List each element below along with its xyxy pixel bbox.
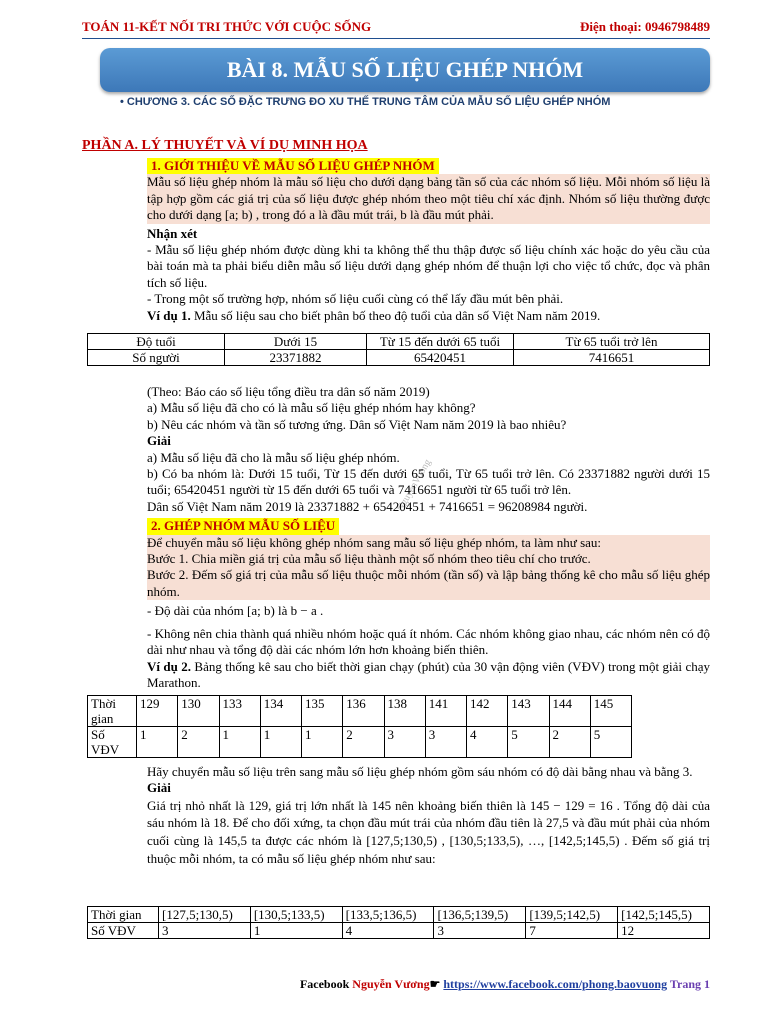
- table-cell: 3: [425, 727, 466, 758]
- table-cell: 138: [384, 696, 425, 727]
- table-header-cell: Độ tuổi: [88, 334, 225, 350]
- table-cell: 3: [384, 727, 425, 758]
- example-1-solution: [147, 384, 710, 691]
- table-cell: 1: [302, 727, 343, 758]
- answer-a: a) Mẫu số liệu đã cho là mẫu số liệu ghép nhóm.: [147, 449, 400, 465]
- example-1-label: Ví dụ 1.: [147, 307, 191, 323]
- table-cell: 7: [526, 923, 618, 939]
- example-2-text: Bảng thống kê sau cho biết thời gian chạy (phút) của 30 vận động viên (VĐV) trong một giải chạy Marathon.: [147, 658, 710, 690]
- table-cell: 1: [250, 923, 342, 939]
- table-row-label: Số VĐV: [88, 923, 159, 939]
- answer-b: b) Có ba nhóm là: Dưới 15 tuổi, Từ 15 đến dưới 65 tuổi, Từ 65 tuổi trở lên. Có 23371882 người dưới 15 tuổi; 65420451 người từ 15 đến dưới 65 tuổi và 7416651 người từ 65 tuổi trở lên.: [147, 466, 710, 498]
- table-row: [88, 923, 710, 939]
- header-course-title: TOÁN 11-KẾT NỐI TRI THỨC VỚI CUỘC SỐNG: [82, 19, 372, 34]
- table-row-label: Thời gian: [88, 907, 159, 923]
- table-cell: 4: [467, 727, 508, 758]
- table-header-cell: Dưới 15: [225, 334, 367, 350]
- pointing-hand-icon: ☛: [429, 977, 444, 991]
- source-note: (Theo: Báo cáo số liệu tổng điều tra dân số năm 2019): [147, 384, 430, 399]
- section-2-heading: 2. GHÉP NHÓM MẪU SỐ LIỆU: [147, 518, 339, 534]
- lesson-title: BÀI 8. MẪU SỐ LIỆU GHÉP NHÓM: [226, 57, 584, 82]
- table-header-cell: Từ 65 tuổi trở lên: [514, 334, 710, 350]
- table-cell: 145: [590, 696, 631, 727]
- table-cell: 142: [467, 696, 508, 727]
- lesson-title-banner: [100, 48, 710, 92]
- table-cell: [142,5;145,5): [618, 907, 710, 923]
- table-cell: [127,5;130,5): [159, 907, 251, 923]
- page-footer: [280, 977, 710, 992]
- table-row-label: Số người: [88, 350, 225, 366]
- table-row-label: Số VĐV: [88, 727, 137, 758]
- table-cell: 133: [219, 696, 260, 727]
- table-cell: 141: [425, 696, 466, 727]
- group-length-note: - Độ dài của nhóm [a; b) là b − a .: [147, 603, 324, 619]
- table-row: [88, 334, 710, 350]
- table-cell: 7416651: [514, 350, 710, 366]
- table-cell: 129: [137, 696, 178, 727]
- table-cell: 1: [219, 727, 260, 758]
- section-1: [147, 158, 710, 324]
- example-2-answer: Giá trị nhỏ nhất là 129, giá trị lớn nhất là 145 nên khoảng biến thiên là 145 − 129 = 16 . Tổng độ dài của sáu nhóm là 18. Để cho đối xứng, ta chọn đầu mút trái của nhóm đầu tiên là 27,5 và đầu mút phải của nhóm cuối cùng là 145,5 ta được các nhóm là [127,5;130,5) , [130,5;133,5), …, [142,5;145,5) . Đếm số giá trị thuộc mỗi nhóm, ta có mẫu số liệu ghép nhóm như sau:: [147, 797, 710, 866]
- table-cell: [136,5;139,5): [434, 907, 526, 923]
- table-row: [88, 696, 632, 727]
- definition-text: Mẫu số liệu ghép nhóm là mẫu số liệu cho dưới dạng bảng tần số của các nhóm số liệu. Mỗi nhóm số liệu là tập hợp gồm các giá trị của số liệu được ghép nhóm theo một tiêu chí xác định. Nhóm số liệu thường được cho dưới dạng [a; b) , trong đó a là đầu mút trái, b là đầu mút phải.: [147, 174, 710, 223]
- table-cell: 23371882: [225, 350, 367, 366]
- table-cell: 136: [343, 696, 384, 727]
- table-cell: 2: [178, 727, 219, 758]
- table-cell: [133,5;136,5): [342, 907, 434, 923]
- table-header-cell: Từ 15 đến dưới 65 tuổi: [367, 334, 514, 350]
- table-cell: 5: [590, 727, 631, 758]
- example-2-solution: [147, 764, 710, 867]
- grouping-advice: - Không nên chia thành quá nhiều nhóm hoặc quá ít nhóm. Các nhóm không giao nhau, các nhóm nên có độ dài như nhau và tổng độ dài các nhóm lớn hơn khoảng biến thiên.: [147, 625, 710, 658]
- grouping-intro: Để chuyển mẫu số liệu không ghép nhóm sang mẫu số liệu ghép nhóm, ta làm như sau:: [147, 535, 710, 551]
- question-a: a) Mẫu số liệu đã cho có là mẫu số liệu ghép nhóm hay không?: [147, 400, 476, 416]
- section-a-heading: PHẦN A. LÝ THUYẾT VÀ VÍ DỤ MINH HỌA: [82, 138, 368, 153]
- table-cell: 3: [434, 923, 526, 939]
- table-cell: 1: [260, 727, 301, 758]
- table-row: [88, 727, 632, 758]
- population-total: Dân số Việt Nam năm 2019 là 23371882 + 65420451 + 7416651 = 96208984 người.: [147, 498, 588, 514]
- table-cell: 65420451: [367, 350, 514, 366]
- grouped-times-table: [87, 906, 710, 939]
- chapter-subtitle: • CHƯƠNG 3. CÁC SỐ ĐẶC TRƯNG ĐO XU THẾ TRUNG TÂM CỦA MẪU SỐ LIỆU GHÉP NHÓM: [120, 96, 611, 108]
- table-row: [88, 907, 710, 923]
- question-b: b) Nêu các nhóm và tần số tương ứng. Dân số Việt Nam năm 2019 là bao nhiêu?: [147, 416, 567, 432]
- remark-heading: Nhận xét: [147, 225, 198, 241]
- table-cell: 130: [178, 696, 219, 727]
- footer-facebook-label: Facebook: [299, 977, 353, 991]
- solution-heading: Giải: [147, 780, 171, 796]
- table-cell: [139,5;142,5): [526, 907, 618, 923]
- marathon-times-table: [87, 695, 632, 758]
- header-phone: Điện thoại: 0946798489: [580, 19, 710, 34]
- table-cell: 1: [137, 727, 178, 758]
- example-1-text: Mẫu số liệu sau cho biết phân bố theo độ tuổi của dân số Việt Nam năm 2019.: [190, 307, 601, 323]
- table-row: [88, 350, 710, 366]
- table-cell: 12: [618, 923, 710, 939]
- remark-2: - Trong một số trường hợp, nhóm số liệu cuối cùng có thể lấy đầu mút bên phải.: [147, 291, 564, 307]
- example-2-question: Hãy chuyển mẫu số liệu trên sang mẫu số liệu ghép nhóm gồm sáu nhóm có độ dài bằng nhau và bằng 3.: [147, 764, 693, 779]
- example-2-label: Ví dụ 2.: [147, 658, 192, 674]
- table-cell: 134: [260, 696, 301, 727]
- remark-1: - Mẫu số liệu ghép nhóm được dùng khi ta không thể thu thập được số liệu chính xác hoặc do yêu cầu của bài toán mà ta phải biểu diễn mẫu số liệu dưới dạng ghép nhóm để thuận lợi cho việc tổ chức, đọc và phân tích số liệu.: [147, 242, 710, 290]
- table-cell: 143: [508, 696, 549, 727]
- watermark: NguyenVuong: [394, 457, 434, 514]
- table-cell: 135: [302, 696, 343, 727]
- table-cell: 2: [549, 727, 590, 758]
- table-row-label: Thời gian: [88, 696, 137, 727]
- example-1-intro: [147, 308, 710, 324]
- table-cell: 2: [343, 727, 384, 758]
- table-cell: [130,5;133,5): [250, 907, 342, 923]
- example-2-intro: [147, 659, 710, 692]
- age-distribution-table: [87, 333, 710, 366]
- footer-page-number: Trang 1: [667, 977, 710, 991]
- step-1: Bước 1. Chia miền giá trị của mẫu số liệu thành một số nhóm theo tiêu chí cho trước.: [147, 551, 710, 567]
- table-cell: 4: [342, 923, 434, 939]
- footer-author-name: Nguyễn Vương: [352, 977, 430, 991]
- step-2: Bước 2. Đếm số giá trị của mẫu số liệu thuộc mỗi nhóm (tần số) và lập bảng thống kê cho mẫu số liệu ghép nhóm.: [147, 567, 710, 599]
- table-cell: 5: [508, 727, 549, 758]
- page-header: [82, 18, 710, 39]
- section-1-heading: 1. GIỚI THIỆU VỀ MẪU SỐ LIỆU GHÉP NHÓM: [147, 158, 439, 174]
- table-cell: 3: [159, 923, 251, 939]
- solution-heading: Giải: [147, 433, 171, 449]
- table-cell: 144: [549, 696, 590, 727]
- footer-facebook-link[interactable]: https://www.facebook.com/phong.baovuong: [443, 977, 668, 991]
